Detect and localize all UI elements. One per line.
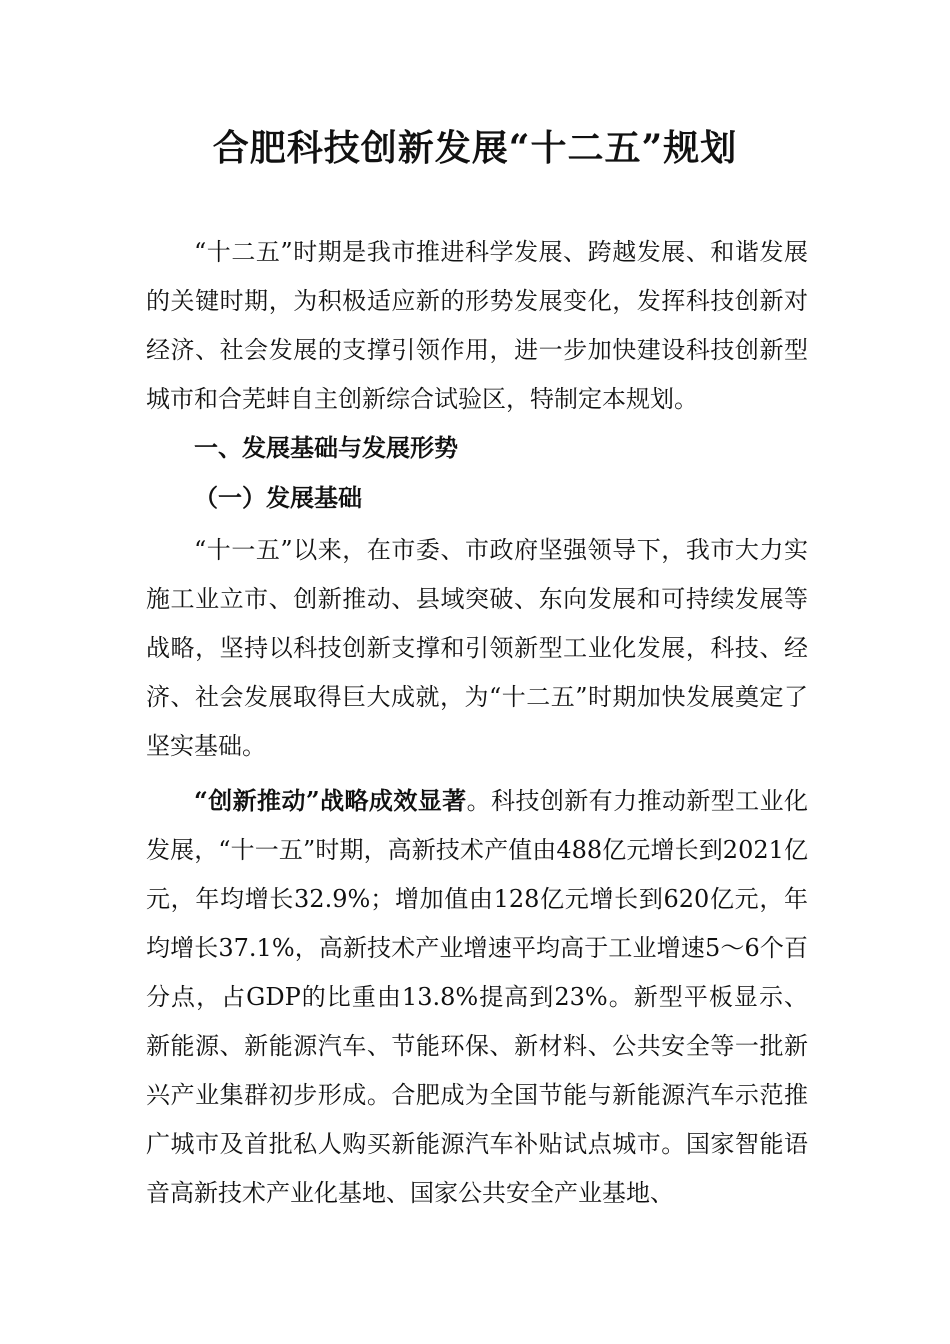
intro-paragraph [146, 228, 808, 424]
section-heading: 一、发展基础与发展形势 [194, 434, 458, 462]
document-title: 合肥科技创新发展“十二五”规划 [212, 127, 738, 169]
innovation-lead: “创新推动”战略成效显著 [194, 786, 467, 815]
innovation-paragraph [146, 776, 808, 1218]
innovation-paragraph-text [146, 776, 808, 1218]
innovation-body: 。科技创新有力推动新型工业化发展，“十一五”时期，高新技术产值由488亿元增长到2021亿元，年均增长32.9%；增加值由128亿元增长到620亿元，年均增长37.1%，高新技术产业增速平均高于工业增速5～6个百分点，占GDP的比重由13.8%提高到23%。新型平板显示、新能源、新能源汽车、节能环保、新材料、公共安全等一批新兴产业集群初步形成。合肥成为全国节能与新能源汽车示范推广城市及首批私人购买新能源汽车补贴试点城市。国家智能语音高新技术产业化基地、国家公共安全产业基地、 [146, 787, 809, 1207]
foundation-paragraph-text: “十一五”以来，在市委、市政府坚强领导下，我市大力实施工业立市、创新推动、县域突破、东向发展和可持续发展等战略，坚持以科技创新支撑和引领新型工业化发展，科技、经济、社会发展取得巨大成就，为“十二五”时期加快发展奠定了坚实基础。 [146, 536, 808, 760]
intro-paragraph-text: “十二五”时期是我市推进科学发展、跨越发展、和谐发展的关键时期，为积极适应新的形势发展变化，发挥科技创新对经济、社会发展的支撑引领作用，进一步加快建设科技创新型城市和合芜蚌自主创新综合试验区，特制定本规划。 [146, 238, 808, 413]
subsection-heading: （一）发展基础 [194, 483, 362, 512]
foundation-paragraph [146, 526, 808, 771]
